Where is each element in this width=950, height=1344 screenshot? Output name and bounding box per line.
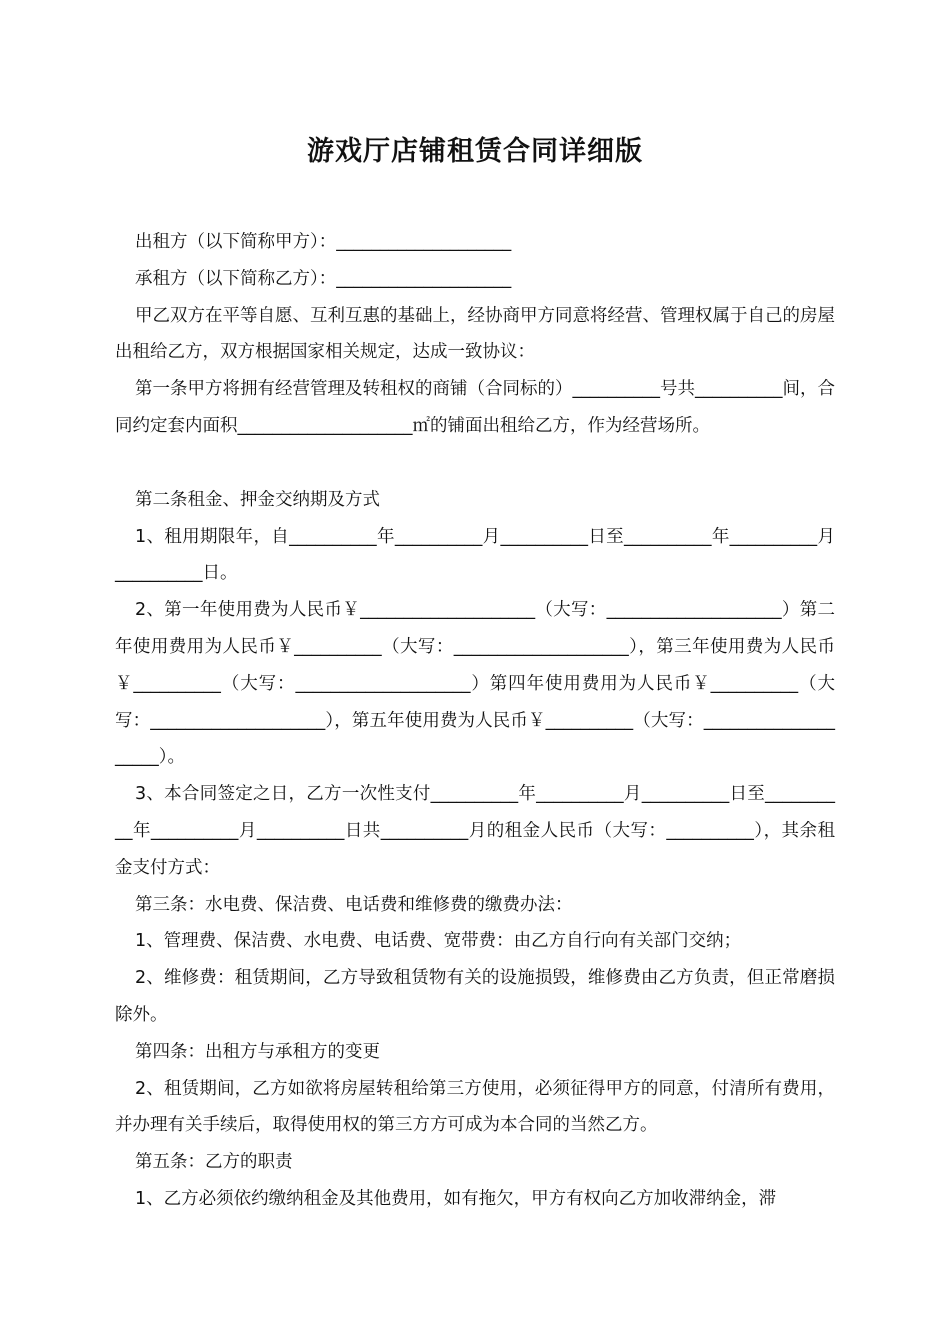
article-5-item-1: 1、乙方必须依约缴纳租金及其他费用，如有拖欠，甲方有权向乙方加收滞纳金，滞: [135, 1188, 777, 1209]
preamble-paragraph: 甲乙双方在平等自愿、互利互惠的基础上，经协商甲方同意将经营、管理权属于自己的房屋出租给乙方，双方根据国家相关规定，达成一致协议：: [115, 305, 835, 363]
section-spacer: [115, 445, 835, 482]
article-3-item-1: 1、管理费、保洁费、水电费、电话费、宽带费：由乙方自行向有关部门交纳；: [135, 931, 742, 952]
article-1-paragraph: 第一条甲方将拥有经营管理及转租权的商铺（合同标的）__________号共__________间，合同约定套内面积____________________㎡的铺面出租给乙方，作为经营场所。: [115, 379, 835, 436]
article-3-item-2: 2、维修费：租赁期间，乙方导致租赁物有关的设施损毁，维修费由乙方负责，但正常磨损除外。: [115, 968, 835, 1025]
article-4-item-2: 2、租赁期间，乙方如欲将房屋转租给第三方使用，必须征得甲方的同意，付清所有费用，并办理有关手续后，取得使用权的第三方方可成为本合同的当然乙方。: [115, 1078, 835, 1136]
article-2-item-2: 2、第一年使用费为人民币￥____________________（大写：____________________）第二年使用费用为人民币￥__________（大写：____________________），第三年使用费为人民币￥__________（大写：____________________）第四年使用费用为人民币￥__________（大写：____________________），第五年使用费为人民币￥__________（大写：____________________）。: [115, 600, 835, 768]
article-5-heading: 第五条：乙方的职责: [135, 1152, 293, 1173]
article-2-item-1: 1、租用期限年，自__________年__________月__________日至__________年__________月__________日。: [115, 526, 835, 584]
document-title: 游戏厅店铺租赁合同详细版: [307, 136, 643, 167]
lessee-line: 承租方（以下简称乙方）：____________________: [135, 268, 512, 289]
document-body: [115, 224, 835, 1218]
article-3-heading: 第三条：水电费、保洁费、电话费和维修费的缴费办法：: [135, 894, 573, 915]
article-4-heading: 第四条：出租方与承租方的变更: [135, 1041, 380, 1062]
article-2-heading: 第二条租金、押金交纳期及方式: [135, 489, 380, 510]
article-2-item-3: 3、本合同签定之日，乙方一次性支付__________年__________月__________日至__________年__________月__________日共__________月的租金人民币（大写：__________），其余租金支付方式：: [115, 784, 835, 878]
lessor-line: 出租方（以下简称甲方）：____________________: [135, 232, 512, 252]
